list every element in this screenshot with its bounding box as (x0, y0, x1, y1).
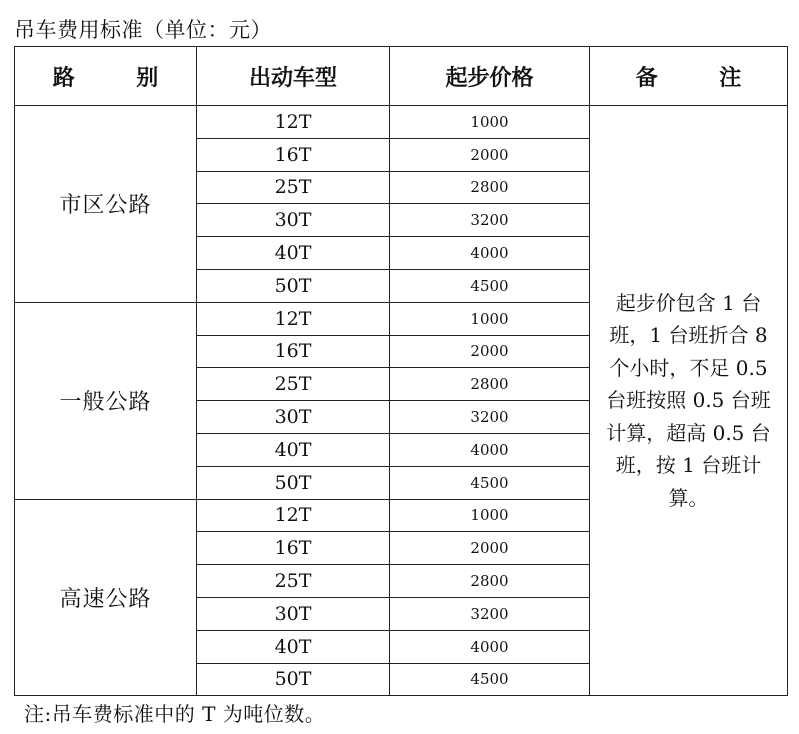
start-price-cell: 2000 (390, 532, 590, 565)
vehicle-model-cell: 12T (197, 499, 390, 532)
vehicle-model-cell: 50T (197, 466, 390, 499)
start-price-cell: 4000 (390, 630, 590, 663)
header-remarks: 备 注 (590, 47, 788, 106)
vehicle-model-cell: 40T (197, 630, 390, 663)
vehicle-model-cell: 25T (197, 171, 390, 204)
vehicle-model-cell: 16T (197, 532, 390, 565)
start-price-cell: 1000 (390, 106, 590, 139)
vehicle-model-cell: 50T (197, 269, 390, 302)
vehicle-model-cell: 30T (197, 401, 390, 434)
footnote: 注:吊车费标准中的 T 为吨位数。 (24, 702, 326, 726)
table-body (15, 106, 788, 696)
vehicle-model-cell: 25T (197, 368, 390, 401)
start-price-cell: 4500 (390, 663, 590, 696)
start-price-cell: 2800 (390, 565, 590, 598)
road-type-cell: 一般公路 (15, 302, 197, 499)
start-price-cell: 2800 (390, 368, 590, 401)
start-price-cell: 1000 (390, 499, 590, 532)
vehicle-model-cell: 30T (197, 597, 390, 630)
road-type-cell: 市区公路 (15, 106, 197, 303)
start-price-cell: 3200 (390, 204, 590, 237)
table-caption: 吊车费用标准（单位：元） (14, 18, 272, 42)
header-start-price: 起步价格 (390, 47, 590, 106)
start-price-cell: 2800 (390, 171, 590, 204)
crane-fee-table (14, 46, 788, 696)
road-type-cell: 高速公路 (15, 499, 197, 696)
vehicle-model-cell: 40T (197, 433, 390, 466)
remark-text: 起步价包含 1 台班，1 台班折合 8 个小时，不足 0.5 台班按照 0.5 台班计算，超高 0.5 台班，按 1 台班计算。 (606, 290, 771, 510)
vehicle-model-cell: 50T (197, 663, 390, 696)
start-price-cell: 2000 (390, 138, 590, 171)
start-price-cell: 3200 (390, 401, 590, 434)
vehicle-model-cell: 25T (197, 565, 390, 598)
remark-cell (590, 106, 788, 696)
start-price-cell: 4000 (390, 237, 590, 270)
start-price-cell: 4500 (390, 269, 590, 302)
vehicle-model-cell: 12T (197, 302, 390, 335)
vehicle-model-cell: 12T (197, 106, 390, 139)
header-row (15, 47, 788, 106)
start-price-cell: 4000 (390, 433, 590, 466)
table-row (15, 106, 788, 139)
vehicle-model-cell: 40T (197, 237, 390, 270)
start-price-cell: 2000 (390, 335, 590, 368)
start-price-cell: 4500 (390, 466, 590, 499)
start-price-cell: 3200 (390, 597, 590, 630)
start-price-cell: 1000 (390, 302, 590, 335)
vehicle-model-cell: 16T (197, 138, 390, 171)
header-road-type: 路 别 (15, 47, 197, 106)
vehicle-model-cell: 30T (197, 204, 390, 237)
vehicle-model-cell: 16T (197, 335, 390, 368)
header-vehicle-type: 出动车型 (197, 47, 390, 106)
